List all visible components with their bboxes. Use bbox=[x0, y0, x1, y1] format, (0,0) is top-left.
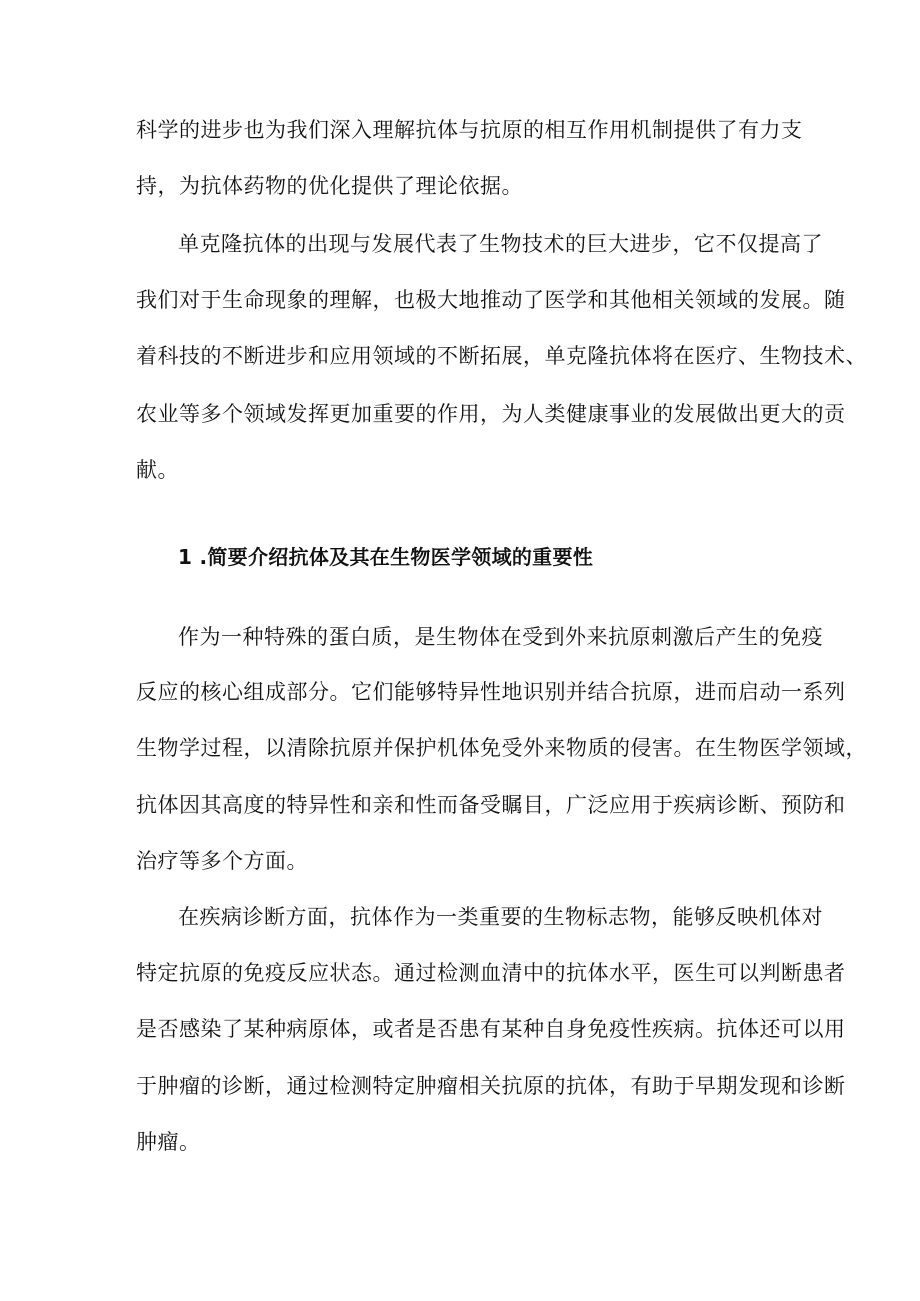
paragraph-line: 科学的进步也为我们深入理解抗体与抗原的相互作用机制提供了有力支 bbox=[136, 118, 803, 142]
paragraph-line: 作为一种特殊的蛋白质，是生物体在受到外来抗原刺激后产生的免疫 bbox=[178, 625, 823, 649]
paragraph-line: 肿瘤。 bbox=[136, 1130, 201, 1154]
paragraph-line: 献。 bbox=[136, 458, 179, 482]
paragraph-line: 我们对于生命现象的理解，也极大地推动了医学和其他相关领域的发展。随 bbox=[136, 288, 846, 312]
paragraph-line: 单克隆抗体的出现与发展代表了生物技术的巨大进步，它不仅提高了 bbox=[178, 232, 823, 256]
paragraph-line: 反应的核心组成部分。它们能够特异性地识别并结合抗原，进而启动一系列 bbox=[136, 680, 846, 704]
paragraph-line: 特定抗原的免疫反应状态。通过检测血清中的抗体水平，医生可以判断患者 bbox=[136, 961, 846, 985]
paragraph-line: 抗体因其高度的特异性和亲和性而备受瞩目，广泛应用于疾病诊断、预防和 bbox=[136, 793, 846, 817]
paragraph-line: 是否感染了某种病原体，或者是否患有某种自身免疫性疾病。抗体还可以用 bbox=[136, 1017, 846, 1041]
paragraph-line: 持，为抗体药物的优化提供了理论依据。 bbox=[136, 174, 523, 198]
paragraph-line: 生物学过程，以清除抗原并保护机体免受外来物质的侵害。在生物医学领域， bbox=[136, 736, 867, 760]
paragraph-line: 着科技的不断进步和应用领域的不断拓展，单克隆抗体将在医疗、生物技术、 bbox=[136, 344, 867, 368]
paragraph-line: 于肿瘤的诊断，通过检测特定肿瘤相关抗原的抗体，有助于早期发现和诊断 bbox=[136, 1074, 846, 1098]
paragraph-line: 治疗等多个方面。 bbox=[136, 849, 308, 873]
paragraph-line: 农业等多个领域发挥更加重要的作用，为人类健康事业的发展做出更大的贡 bbox=[136, 402, 846, 426]
section-heading: 1 .简要介绍抗体及其在生物医学领域的重要性 bbox=[178, 545, 594, 569]
paragraph-line: 在疾病诊断方面，抗体作为一类重要的生物标志物，能够反映机体对 bbox=[178, 905, 823, 929]
